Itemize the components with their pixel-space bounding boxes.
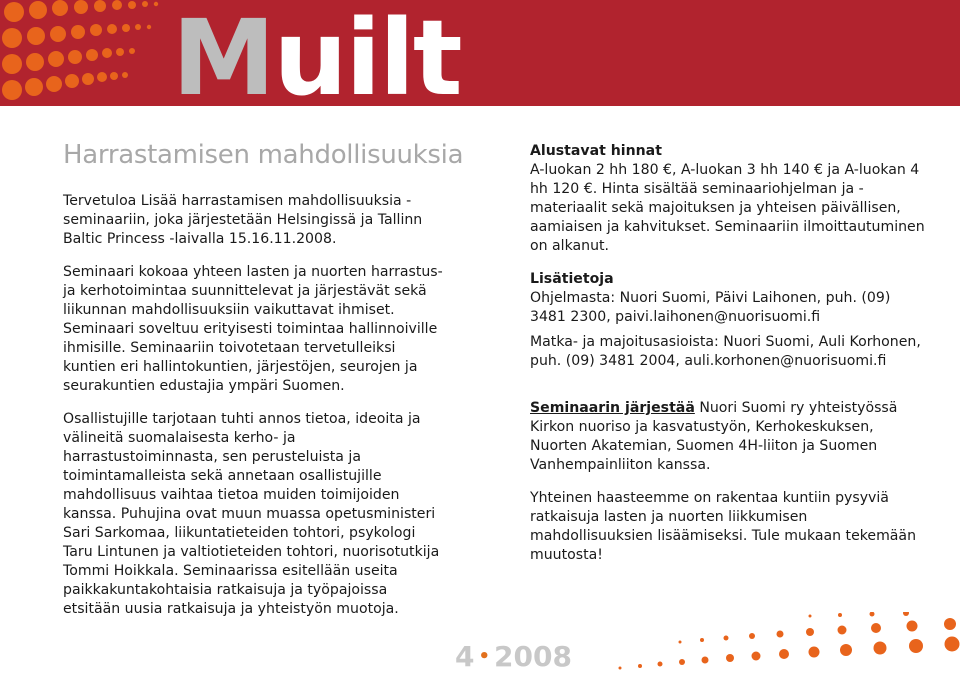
separator-dot: • bbox=[478, 646, 490, 667]
organizer-section bbox=[530, 399, 930, 475]
left-column bbox=[63, 192, 443, 633]
info-program-contact: Ohjelmasta: Nuori Suomi, Päivi Laihonen, puh. (09) 3481 2300, paivi.laihonen@nuorisuomi.fi bbox=[530, 290, 891, 325]
info-heading: Lisätietoja bbox=[530, 271, 614, 287]
issue-year: 2008 bbox=[494, 640, 572, 673]
footer-dot-grid bbox=[619, 612, 960, 670]
prices-heading: Alustavat hinnat bbox=[530, 143, 662, 159]
prices-text: A-luokan 2 hh 180 €, A-luokan 3 hh 140 € ja A-luokan 4 hh 120 €. Hinta sisältää seminaariohjelman ja -materiaalit sekä majoituksen ja yhteisen päivällisen, aamiaisen ja kahvitukset. Seminaariin ilmoittautuminen on alkanut. bbox=[530, 162, 925, 254]
logo-letter-m: M bbox=[172, 0, 274, 106]
page-number bbox=[455, 640, 572, 673]
dot-grid bbox=[2, 0, 158, 100]
page-title: Harrastamisen mahdollisuuksia bbox=[63, 140, 464, 170]
muilt-logo bbox=[172, 0, 461, 106]
prices-section bbox=[530, 142, 930, 256]
info-section bbox=[530, 270, 930, 327]
info-travel-contact: Matka- ja majoitusasioista: Nuori Suomi, Auli Korhonen, puh. (09) 3481 2004, auli.korhonen@nuorisuomi.fi bbox=[530, 334, 921, 369]
header-banner bbox=[0, 0, 960, 106]
program-paragraph: Osallistujille tarjotaan tuhti annos tietoa, ideoita ja välineitä suomalaisesta kerho- ja harrastustoiminnasta, sen perusteluista ja toimintamalleista sekä annetaan osallistujille mahdollisuus vaihtaa tietoa muiden toimijoiden kanssa. Puhujina ovat muun muassa opetusministeri Sari Sarkomaa, liikuntatieteiden tohtori, psykologi Taru Lintunen ja valtiotieteiden tohtori, nuorisotutkija Tommi Hoikkala. Seminaarissa esitellään useita paikkakuntakohtaisia ratkaisuja ja työpajoissa etsitään uusia ratkaisuja ja yhteistyön muotoja. bbox=[63, 411, 440, 617]
right-column bbox=[530, 142, 930, 579]
audience-paragraph: Seminaari kokoaa yhteen lasten ja nuorten harrastus- ja kerhotoimintaa suunnittelevat ja järjestävät sekä liikunnan mahdollisuuksiin vaikuttavat ihmiset. Seminaari soveltuu erityisesti toimintaa hallinnoiville ihmisille. Seminaariin toivotetaan tervetulleiksi kuntien eri hallintokuntien, järjestöjen, seurojen ja seurakuntien edustajia ympäri Suomen. bbox=[63, 264, 443, 394]
closing-paragraph: Yhteinen haasteemme on rakentaa kuntiin pysyviä ratkaisuja lasten ja nuorten liikkumisen mahdollisuuksien lisäämiseksi. Tule mukaan tekemään muutosta! bbox=[530, 490, 917, 563]
logo-letters: uilt bbox=[273, 0, 461, 106]
dot-pattern-decoration bbox=[0, 0, 180, 106]
footer-dot-decoration bbox=[560, 612, 960, 676]
issue-number: 4 bbox=[455, 640, 475, 673]
organizer-label: Seminaarin järjestää bbox=[530, 400, 695, 416]
organizer-text: Nuori Suomi ry yhteistyössä Kirkon nuoriso ja kasvatustyön, Kerhokeskuksen, Nuorten Akatemian, Suomen 4H-liiton ja Suomen Vanhempainliiton kanssa. bbox=[530, 400, 898, 473]
intro-paragraph: Tervetuloa Lisää harrastamisen mahdollisuuksia - seminaariin, joka järjestetään Helsingissä ja Tallinn Baltic Princess -laivalla 15.16.11.2008. bbox=[63, 193, 423, 247]
